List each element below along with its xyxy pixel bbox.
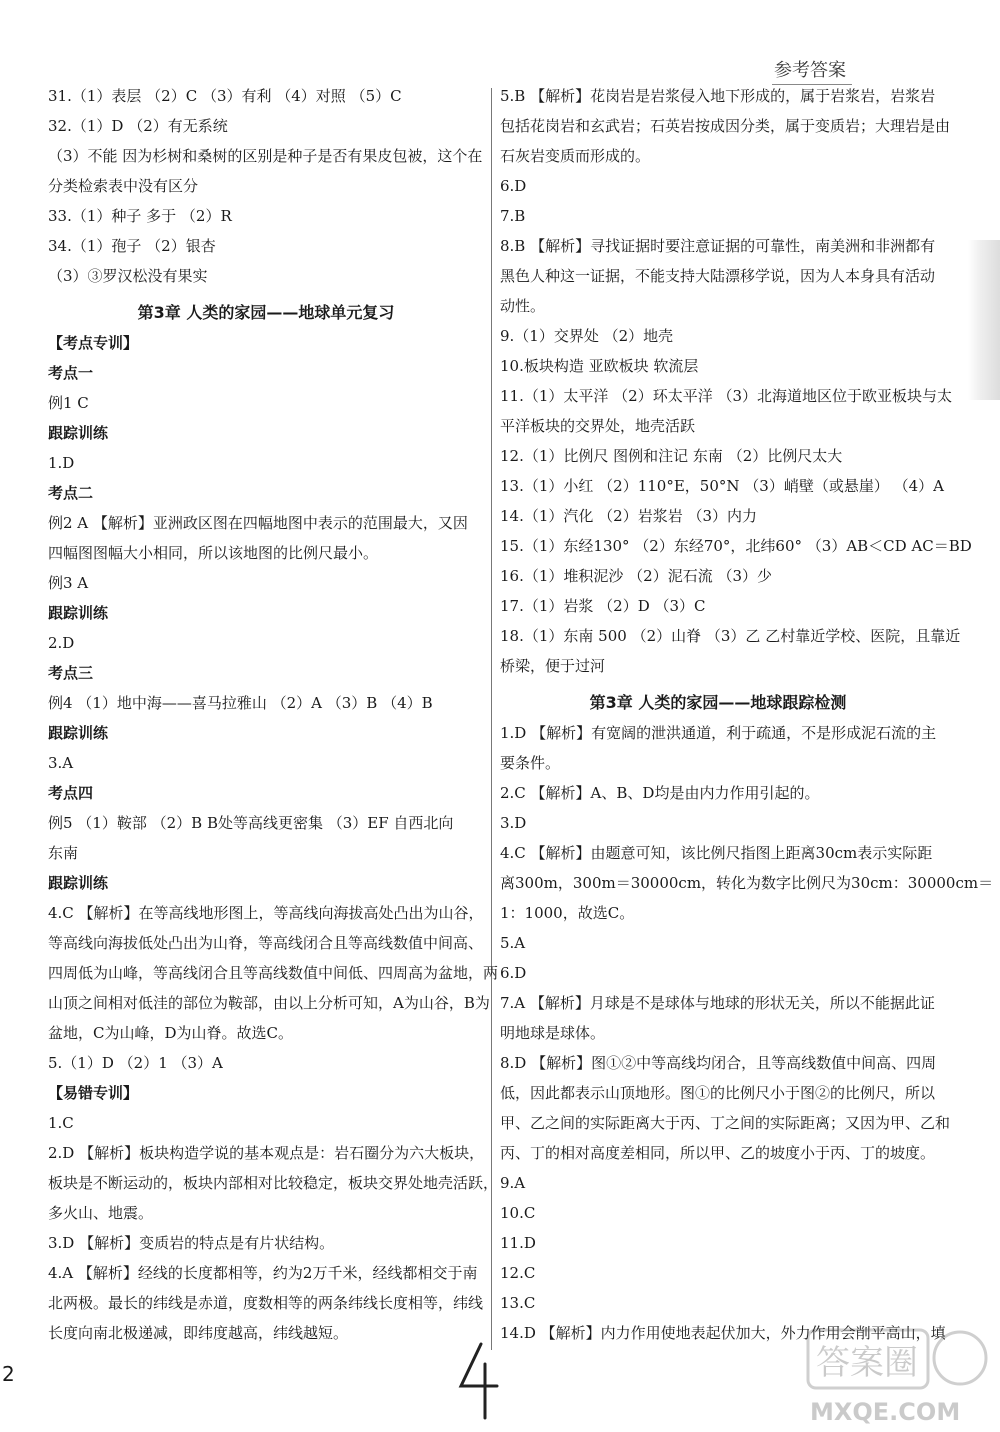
answer-line: 1.D	[48, 454, 75, 472]
header-label: 参考答案	[774, 60, 846, 81]
answer-line: 例1 C	[48, 394, 89, 412]
answer-line: 2.D	[48, 634, 75, 652]
answer-line: 9.（1）交界处 （2）地壳	[500, 327, 674, 345]
answer-line: 2.C 【解析】A、B、D均是由内力作用引起的。	[500, 784, 820, 802]
answer-line: 5.A	[500, 934, 526, 952]
answer-line: 4.C 【解析】由题意可知，该比例尺指图上距离30cm表示实际距	[500, 844, 933, 862]
answer-line: 桥梁，便于过河	[500, 657, 606, 675]
answer-line: 6.D	[500, 964, 527, 982]
answer-line: 4.A 【解析】经线的长度都相等，约为2万千米，经线都相交于南	[48, 1264, 478, 1282]
answer-line: 5.B 【解析】花岗岩是岩浆侵入地下形成的，属于岩浆岩，岩浆岩	[500, 87, 936, 105]
answer-line: 11.（1）太平洋 （2）环太平洋 （3）北海道地区位于欧亚板块与太	[500, 387, 953, 405]
watermark-text: 答案圈	[816, 1343, 918, 1383]
answer-line: 7.B	[500, 207, 526, 225]
page-number: 2	[2, 1362, 15, 1386]
answer-line: 例4 （1）地中海——喜马拉雅山 （2）A （3）B （4）B	[48, 694, 433, 712]
answer-line: 黑色人种这一证据，不能支持大陆漂移学说，因为人本身具有活动	[500, 267, 936, 285]
answer-line: 14.（1）汽化 （2）岩浆岩 （3）内力	[500, 507, 758, 525]
section-heading: 【易错专训】	[48, 1084, 139, 1102]
answer-line: 4.C 【解析】在等高线地形图上，等高线向海拔高处凸出为山谷，	[48, 904, 484, 922]
answer-line: 33.（1）种子 多于 （2）R	[48, 207, 232, 225]
section-heading: 考点四	[48, 784, 94, 802]
answer-line: 例3 A	[48, 574, 89, 592]
answer-line: （3）不能 因为杉树和桑树的区别是种子是否有果皮包被，这个在	[48, 147, 483, 165]
answer-line: 盆地，C为山峰，D为山脊。故选C。	[48, 1024, 293, 1042]
answer-line: 包括花岗岩和玄武岩；石英岩按成因分类，属于变质岩；大理岩是由	[500, 117, 951, 135]
column-divider	[491, 88, 492, 1350]
section-heading: 跟踪训练	[48, 724, 109, 742]
answer-line: 3.D 【解析】变质岩的特点是有片状结构。	[48, 1234, 335, 1252]
answer-line: 明地球是球体。	[500, 1024, 606, 1042]
answer-line: 板块是不断运动的，板块内部相对比较稳定，板块交界处地壳活跃，	[48, 1174, 499, 1192]
answer-line: 16.（1）堆积泥沙 （2）泥石流 （3）少	[500, 567, 773, 585]
answer-line: 等高线向海拔低处凸出为山脊，等高线闭合且等高线数值中间高、	[48, 934, 484, 952]
answer-header-tag	[772, 56, 852, 85]
section-heading: 【考点专训】	[48, 334, 139, 352]
answer-line: 5.（1）D （2）1 （3）A	[48, 1054, 223, 1072]
answer-line: 例2 A 【解析】亚洲政区图在四幅地图中表示的范围最大，又因	[48, 514, 468, 532]
answer-line: 12.C	[500, 1264, 536, 1282]
answer-line: 8.D 【解析】图①②中等高线均闭合，且等高线数值中间高、四周	[500, 1054, 937, 1072]
answer-line: 31.（1）表层 （2）C （3）有利 （4）对照 （5）C	[48, 87, 402, 105]
answer-line: 17.（1）岩浆 （2）D （3）C	[500, 597, 706, 615]
answer-line: 要条件。	[500, 754, 561, 772]
answer-line: 平洋板块的交界处，地壳活跃	[500, 417, 696, 435]
answer-line: 9.A	[500, 1174, 526, 1192]
answer-line: 长度向南北极递减，即纬度越高，纬线越短。	[48, 1324, 349, 1342]
answer-line: 13.（1）小红 （2）110°E，50°N （3）峭壁（或悬崖） （4）A	[500, 477, 944, 495]
page-edge-shadow	[968, 240, 1000, 400]
section-heading: 跟踪训练	[48, 874, 109, 892]
answer-line: 低，因此都表示山顶地形。图①的比例尺小于图②的比例尺，所以	[500, 1084, 936, 1102]
section-heading: 跟踪训练	[48, 424, 109, 442]
answer-line: 2.D 【解析】板块构造学说的基本观点是：岩石圈分为六大板块，	[48, 1144, 485, 1162]
answer-line: 丙、丁的相对高度差相同，所以甲、乙的坡度小于丙、丁的坡度。	[500, 1144, 936, 1162]
answer-line: 山顶之间相对低洼的部位为鞍部，由以上分析可知，A为山谷，B为	[48, 994, 490, 1012]
chapter-title: 第3章 人类的家园——地球跟踪检测	[589, 693, 847, 712]
answer-line: 动性。	[500, 297, 546, 315]
answer-line: 1.C	[48, 1114, 74, 1132]
answer-line: 东南	[48, 844, 79, 862]
answer-line: 3.A	[48, 754, 74, 772]
answer-line: 离300m，300m＝30000cm，转化为数字比例尺为30cm：30000cm＝	[500, 874, 994, 892]
answer-line: 石灰岩变质而形成的。	[500, 147, 651, 165]
answer-line: 四周低为山峰，等高线闭合且等高线数值中间低、四周高为盆地，两	[48, 964, 499, 982]
answer-line: 14.D 【解析】内力作用使地表起伏加大，外力作用会削平高山，填	[500, 1324, 946, 1342]
answer-line: 四幅图图幅大小相同，所以该地图的比例尺最小。	[48, 544, 379, 562]
answer-line: 3.D	[500, 814, 527, 832]
answer-line: 32.（1）D （2）有无系统	[48, 117, 228, 135]
answer-line: 13.C	[500, 1294, 536, 1312]
answer-line: 15.（1）东经130° （2）东经70°，北纬60° （3）AB＜CD AC＝BD	[500, 537, 972, 555]
answer-line: 1：1000，故选C。	[500, 904, 635, 922]
chapter-title: 第3章 人类的家园——地球单元复习	[137, 303, 395, 322]
section-heading: 考点一	[48, 364, 94, 382]
handwritten-number-icon	[455, 1340, 503, 1420]
answer-line: 34.（1）孢子 （2）银杏	[48, 237, 216, 255]
answer-line: （3）③罗汉松没有果实	[48, 267, 208, 285]
section-heading: 跟踪训练	[48, 604, 109, 622]
answer-line: 甲、乙之间的实际距离大于丙、丁之间的实际距离；又因为甲、乙和	[500, 1114, 951, 1132]
answer-line: 例5 （1）鞍部 （2）B B处等高线更密集 （3）EF 自西北向	[48, 814, 454, 832]
answer-line: 7.A 【解析】月球是不是球体与地球的形状无关，所以不能据此证	[500, 994, 935, 1012]
answer-line: 8.B 【解析】寻找证据时要注意证据的可靠性，南美洲和非洲都有	[500, 237, 936, 255]
section-heading: 考点三	[48, 664, 94, 682]
answer-line: 10.板块构造 亚欧板块 软流层	[500, 357, 699, 375]
answer-line: 多火山、地震。	[48, 1204, 154, 1222]
answer-line: 11.D	[500, 1234, 536, 1252]
answer-line: 6.D	[500, 177, 527, 195]
answer-line: 1.D 【解析】有宽阔的泄洪通道，利于疏通，不是形成泥石流的主	[500, 724, 937, 742]
answer-line: 18.（1）东南 500 （2）山脊 （3）乙 乙村靠近学校、医院，且靠近	[500, 627, 961, 645]
answer-line: 北两极。最长的纬线是赤道，度数相等的两条纬线长度相等，纬线	[48, 1294, 484, 1312]
section-heading: 考点二	[48, 484, 94, 502]
watermark-site: MXQE.COM	[810, 1398, 961, 1426]
watermark-logo	[800, 1320, 1000, 1430]
answer-line: 12.（1）比例尺 图例和注记 东南 （2）比例尺太大	[500, 447, 843, 465]
answer-line: 分类检索表中没有区分	[48, 177, 199, 195]
answer-line: 10.C	[500, 1204, 536, 1222]
